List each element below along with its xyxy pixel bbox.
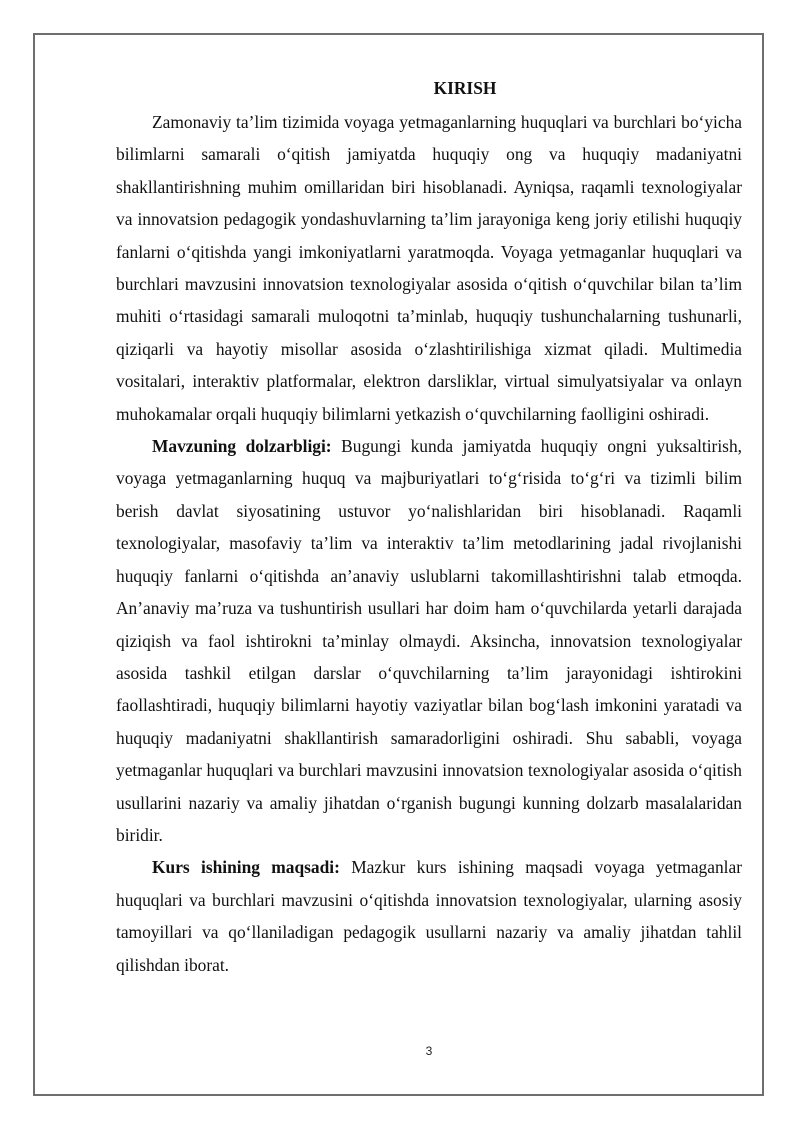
paragraph-text: Mazkur kurs ishining maqsadi voyaga yetmaganlar huquqlari va burchlari mavzusini o‘qitishda innovatsion texnologiyalar, ularning asosiy tamoyillari va qo‘llaniladigan pedagogik usullarni nazariy va amaliy jihatdan tahlil qilishdan iborat. xyxy=(116,857,742,975)
paragraph-lead-relevance: Mavzuning dolzarbligi: xyxy=(152,436,332,457)
paragraph-introduction xyxy=(116,106,742,430)
paragraph-text: Bugungi kunda jamiyatda huquqiy ongni yuksaltirish, voyaga yetmaganlarning huquq va majburiyatlari to‘g‘risida to‘g‘ri va tizimli bilim berish davlat siyosatining ustuvor yo‘nalishlaridan biri hisoblanadi. Raqamli texnologiyalar, masofaviy ta’lim va interaktiv ta’lim metodlarining jadal rivojlanishi huquqiy fanlarni o‘qitishda an’anaviy uslublarni takomillashtirishni talab etmoqda. An’anaviy ma’ruza va tushuntirish usullari har doim ham o‘quvchilarda yetarli darajada qiziqish va faol ishtirokni ta’minlay olmaydi. Aksincha, innovatsion texnologiyalar asosida tashkil etilgan darslar o‘quvchilarning ta’lim jarayonidagi ishtirokini faollashtiradi, huquqiy bilimlarni hayotiy vaziyatlar bilan bog‘lash imkonini yaratadi va huquqiy madaniyatni shakllantirish samaradorligini oshiradi. Shu sababli, voyaga yetmaganlar huquqlari va burchlari mavzusini innovatsion texnologiyalar asosida o‘qitish usullarini nazariy va amaliy jihatdan o‘rganish bugungi kunning dolzarb masalalaridan biridir. xyxy=(116,436,742,845)
paragraph-text: Zamonaviy ta’lim tizimida voyaga yetmaganlarning huquqlari va burchlari bo‘yicha bilimlarni samarali o‘qitish jamiyatda huquqiy ong va huquqiy madaniyatni shakllantirishning muhim omillaridan biri hisoblanadi. Ayniqsa, raqamli texnologiyalar va innovatsion pedagogik yondashuvlarning ta’lim jarayoniga keng joriy etilishi huquqiy fanlarni o‘qitishda yangi imkoniyatlarni yaratmoqda. Voyaga yetmaganlar huquqlari va burchlari mavzusini innovatsion texnologiyalar asosida o‘qitish o‘quvchilar bilan ta’lim muhiti o‘rtasidagi samarali muloqotni ta’minlab, huquqiy tushunchalarning tushunarli, qiziqarli va hayotiy misollar asosida o‘zlashtirilishiga xizmat qiladi. Multimedia vositalari, interaktiv platformalar, elektron darsliklar, virtual simulyatsiyalar va onlayn muhokamalar orqali huquqiy bilimlarni yetkazish o‘quvchilarning faolligini oshiradi. xyxy=(116,112,742,424)
paragraph-goal xyxy=(116,851,742,981)
document-body xyxy=(116,70,742,981)
paragraph-relevance xyxy=(116,430,742,851)
section-heading: KIRISH xyxy=(433,78,497,98)
page-number: 3 xyxy=(425,1044,433,1058)
paragraph-lead-goal: Kurs ishining maqsadi: xyxy=(152,857,340,878)
